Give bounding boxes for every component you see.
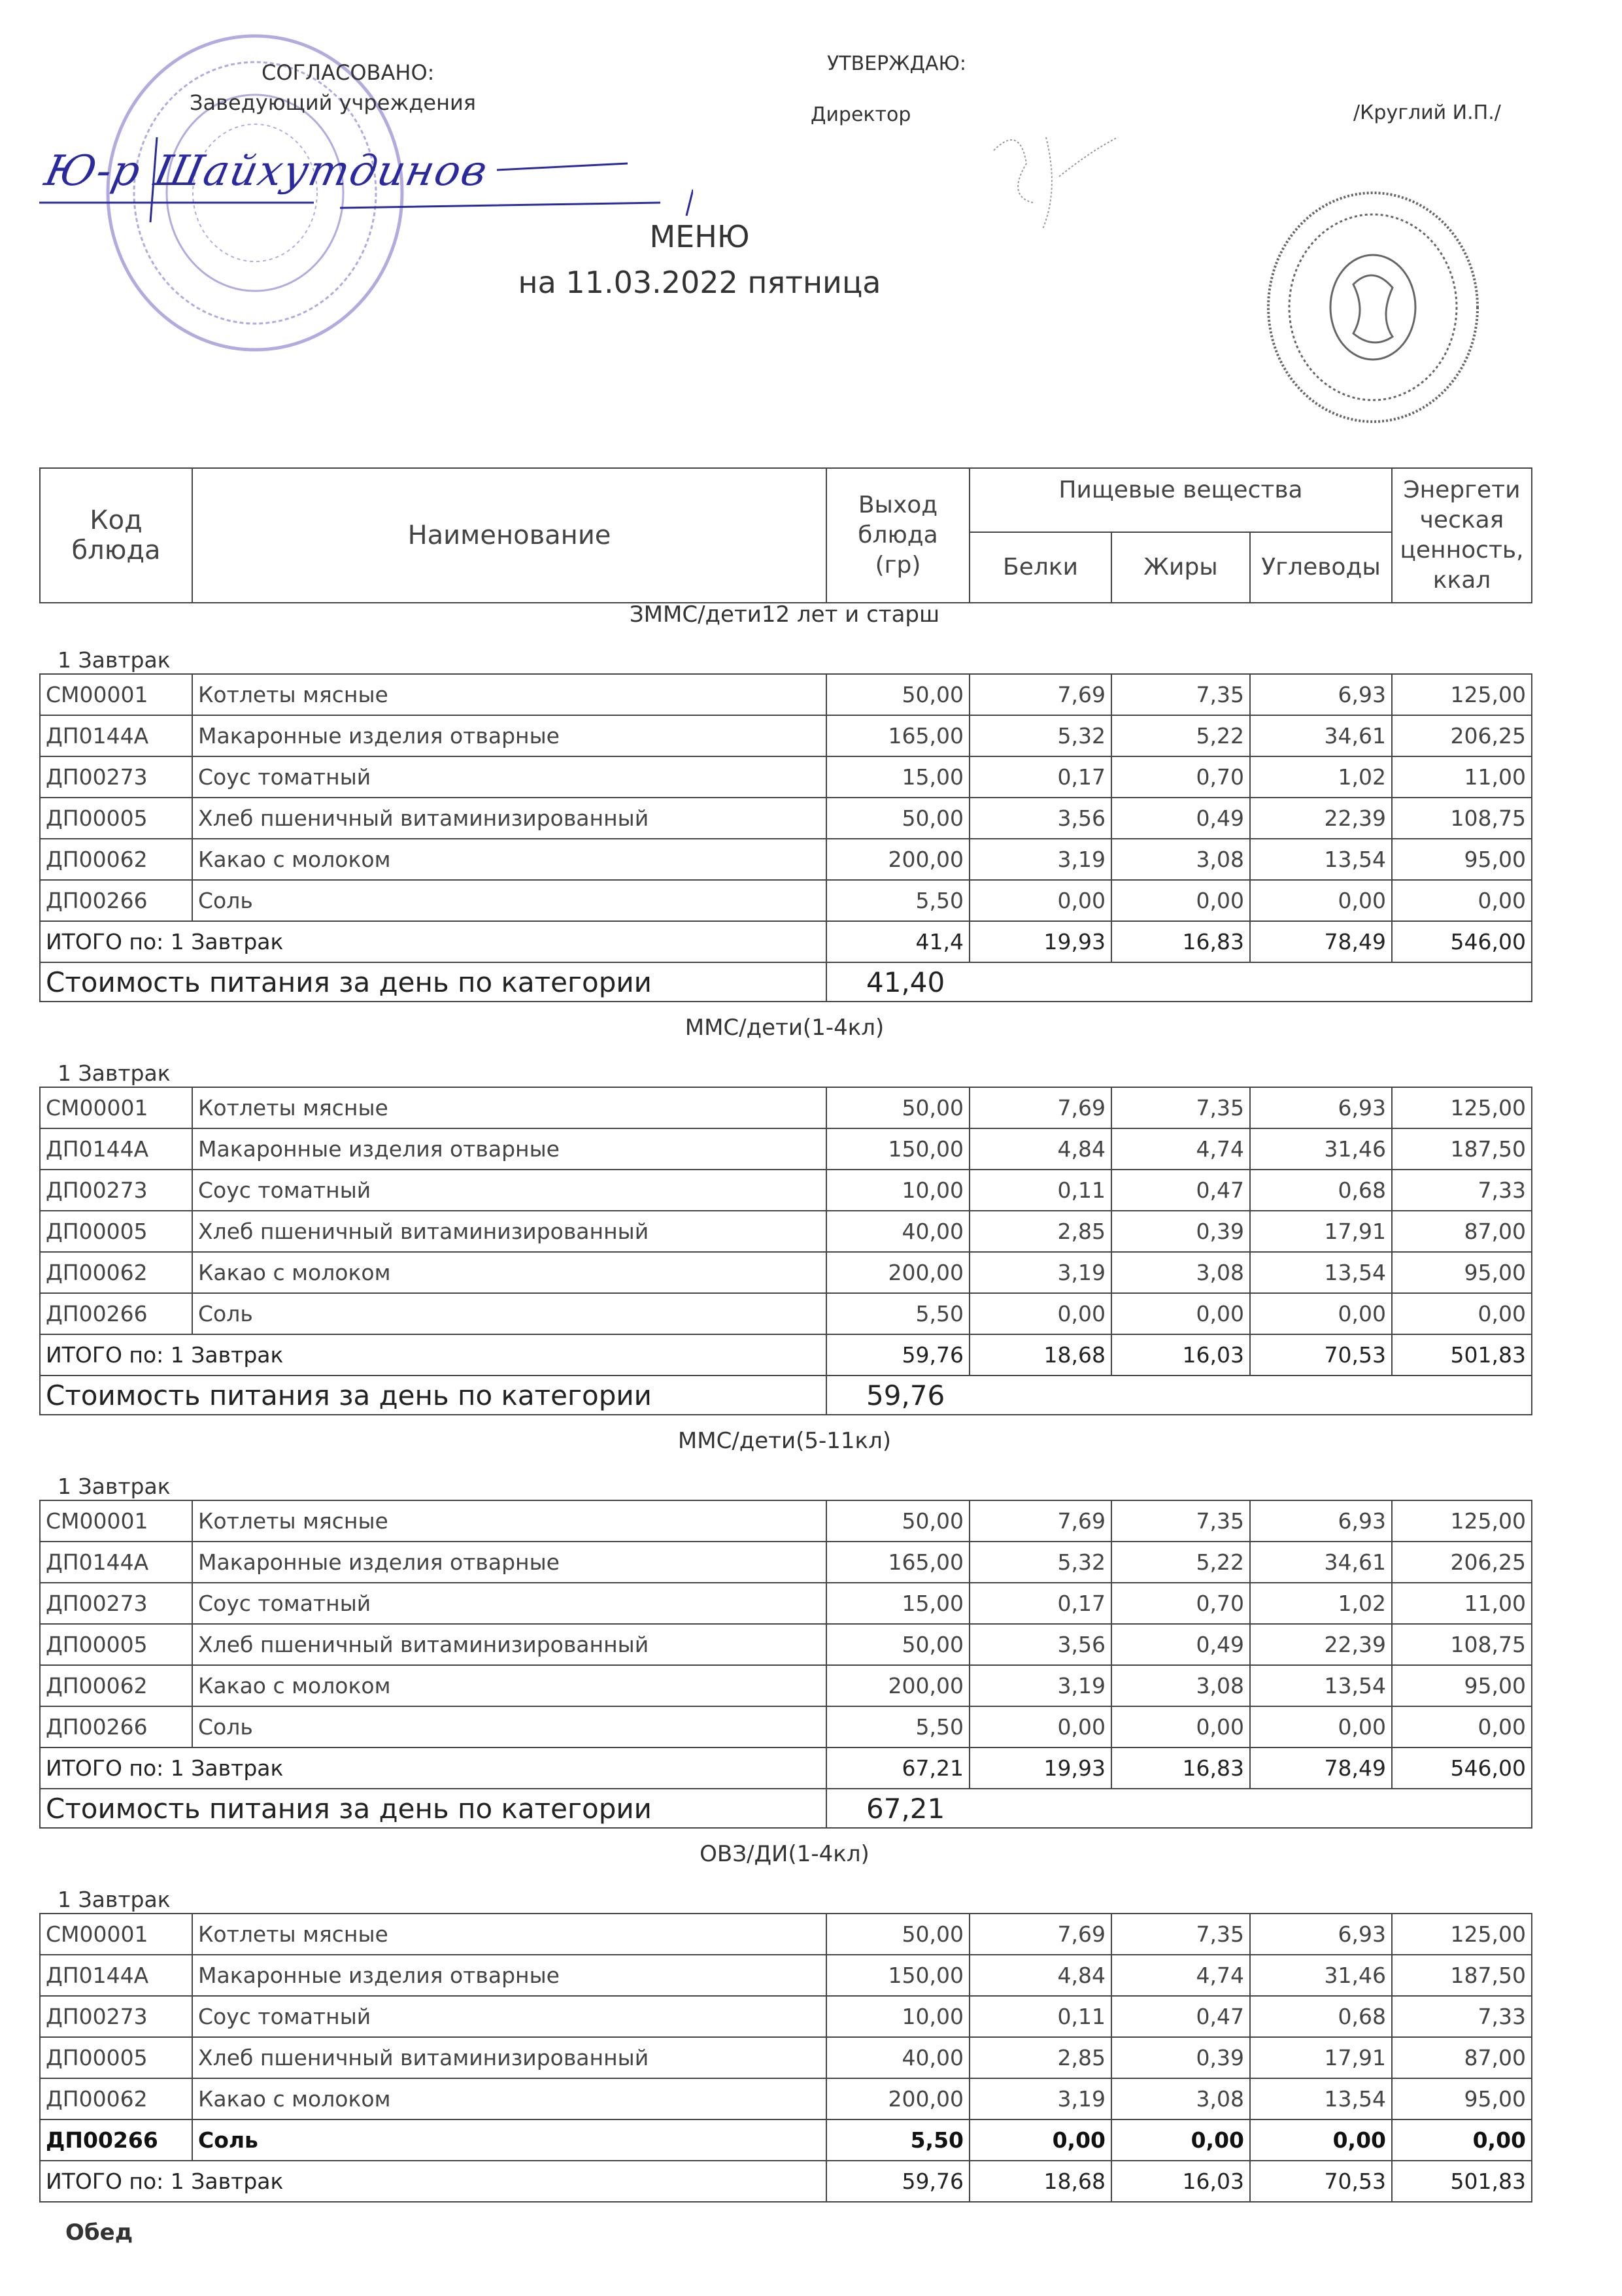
table-row: [40, 2078, 1532, 2119]
cell-p: 3,19: [970, 1252, 1111, 1293]
cell-p: 3,56: [970, 798, 1111, 839]
cell-name: Макаронные изделия отварные: [192, 1128, 826, 1170]
cell-e: 206,25: [1392, 1542, 1532, 1583]
cell-code: ДП00266: [40, 1293, 192, 1334]
cell-f: 0,00: [1111, 1706, 1250, 1747]
total-e: 546,00: [1392, 921, 1532, 962]
approved-label: СОГЛАСОВАНО:: [262, 60, 435, 85]
table-row: [40, 1624, 1532, 1665]
total-e: 501,83: [1392, 2161, 1532, 2202]
cell-output: 50,00: [826, 1500, 970, 1542]
table-row: [40, 1996, 1532, 2037]
cell-output: 200,00: [826, 1665, 970, 1706]
cell-c: 22,39: [1250, 798, 1392, 839]
cell-p: 4,84: [970, 1955, 1111, 1996]
cell-output: 15,00: [826, 1583, 970, 1624]
cell-p: 7,69: [970, 674, 1111, 715]
cell-name: Соус томатный: [192, 1996, 826, 2037]
confirm-position: Директор: [811, 103, 911, 126]
cell-e: 125,00: [1392, 1087, 1532, 1128]
approved-position: Заведующий учреждения: [190, 90, 477, 115]
table-row: [40, 1583, 1532, 1624]
cell-p: 7,69: [970, 1500, 1111, 1542]
cell-e: 95,00: [1392, 839, 1532, 880]
cell-code: СМ00001: [40, 674, 192, 715]
total-c: 70,53: [1250, 1334, 1392, 1376]
cell-p: 2,85: [970, 2037, 1111, 2078]
cell-e: 187,50: [1392, 1955, 1532, 1996]
table-row: [40, 839, 1532, 880]
cell-code: ДП00273: [40, 756, 192, 798]
cell-f: 5,22: [1111, 715, 1250, 756]
section-title: ОВЗ/ДИ(1-4кл): [700, 1841, 870, 1867]
cell-name: Котлеты мясные: [192, 674, 826, 715]
cell-e: 125,00: [1392, 1500, 1532, 1542]
cell-c: 0,68: [1250, 1996, 1392, 2037]
cell-f: 0,70: [1111, 756, 1250, 798]
cell-c: 31,46: [1250, 1955, 1392, 1996]
cell-code: ДП00266: [40, 880, 192, 921]
table-row: [40, 1087, 1532, 1128]
cell-name: Какао с молоком: [192, 1665, 826, 1706]
cell-name: Макаронные изделия отварные: [192, 715, 826, 756]
table-row: [40, 2037, 1532, 2078]
table-row: [40, 880, 1532, 921]
table-row: [40, 1542, 1532, 1583]
cell-c: 1,02: [1250, 756, 1392, 798]
table-row: [40, 1128, 1532, 1170]
table-row: [40, 1914, 1532, 1955]
total-c: 78,49: [1250, 921, 1392, 962]
table-row: [40, 1955, 1532, 1996]
cell-code: ДП00273: [40, 1170, 192, 1211]
cell-c: 0,00: [1250, 880, 1392, 921]
cell-code: ДП0144А: [40, 1542, 192, 1583]
cell-e: 0,00: [1392, 2119, 1532, 2161]
total-p: 18,68: [970, 1334, 1111, 1376]
cell-output: 10,00: [826, 1996, 970, 2037]
cell-name: Какао с молоком: [192, 839, 826, 880]
cell-name: Хлеб пшеничный витаминизированный: [192, 2037, 826, 2078]
cell-output: 50,00: [826, 1914, 970, 1955]
cell-f: 0,00: [1111, 1293, 1250, 1334]
total-row: [40, 2161, 1532, 2202]
cell-code: ДП0144А: [40, 1128, 192, 1170]
total-label: ИТОГО по: 1 Завтрак: [40, 1747, 826, 1789]
cell-name: Котлеты мясные: [192, 1914, 826, 1955]
document-title: МЕНЮ: [649, 219, 750, 254]
cell-name: Макаронные изделия отварные: [192, 1542, 826, 1583]
cell-c: 13,54: [1250, 2078, 1392, 2119]
total-output: 59,76: [826, 1334, 970, 1376]
cell-output: 5,50: [826, 1293, 970, 1334]
meal-label: 1 Завтрак: [58, 1060, 171, 1086]
cell-p: 7,69: [970, 1087, 1111, 1128]
total-label: ИТОГО по: 1 Завтрак: [40, 2161, 826, 2202]
cell-p: 5,32: [970, 1542, 1111, 1583]
cell-e: 0,00: [1392, 880, 1532, 921]
cell-c: 0,00: [1250, 2119, 1392, 2161]
table-row: [40, 2119, 1532, 2161]
cell-p: 2,85: [970, 1211, 1111, 1252]
cell-c: 6,93: [1250, 1087, 1392, 1128]
table-row: [40, 674, 1532, 715]
cell-code: ДП00266: [40, 1706, 192, 1747]
cell-p: 0,11: [970, 1170, 1111, 1211]
cell-code: ДП0144А: [40, 1955, 192, 1996]
section-title: ЗММС/дети12 лет и старш: [629, 601, 940, 628]
cell-output: 10,00: [826, 1170, 970, 1211]
cell-name: Какао с молоком: [192, 1252, 826, 1293]
table-row: [40, 1706, 1532, 1747]
col-code: Код блюда: [40, 468, 192, 603]
cell-output: 200,00: [826, 2078, 970, 2119]
cell-f: 3,08: [1111, 1252, 1250, 1293]
cell-name: Какао с молоком: [192, 2078, 826, 2119]
menu-table: [39, 1087, 1532, 1415]
cell-code: ДП00005: [40, 798, 192, 839]
cell-name: Хлеб пшеничный витаминизированный: [192, 1624, 826, 1665]
cell-name: Соус томатный: [192, 1170, 826, 1211]
cell-f: 7,35: [1111, 674, 1250, 715]
cell-output: 15,00: [826, 756, 970, 798]
cell-code: ДП00062: [40, 2078, 192, 2119]
cell-c: 22,39: [1250, 1624, 1392, 1665]
cell-code: ДП00005: [40, 1211, 192, 1252]
cell-c: 6,93: [1250, 1914, 1392, 1955]
table-row: [40, 1170, 1532, 1211]
cell-output: 50,00: [826, 1624, 970, 1665]
cell-f: 0,39: [1111, 1211, 1250, 1252]
cell-code: ДП00062: [40, 839, 192, 880]
meal-label: 1 Завтрак: [58, 1887, 171, 1912]
cell-name: Хлеб пшеничный витаминизированный: [192, 798, 826, 839]
total-row: [40, 921, 1532, 962]
cell-p: 0,17: [970, 756, 1111, 798]
total-p: 19,93: [970, 1747, 1111, 1789]
table-row: [40, 756, 1532, 798]
cell-code: ДП00266: [40, 2119, 192, 2161]
cell-p: 3,19: [970, 1665, 1111, 1706]
cell-name: Хлеб пшеничный витаминизированный: [192, 1211, 826, 1252]
total-c: 70,53: [1250, 2161, 1392, 2202]
cell-f: 0,49: [1111, 1624, 1250, 1665]
cell-e: 0,00: [1392, 1293, 1532, 1334]
cell-c: 13,54: [1250, 1252, 1392, 1293]
cell-f: 0,00: [1111, 2119, 1250, 2161]
section-title: ММС/дети(1-4кл): [684, 1015, 885, 1041]
cell-e: 95,00: [1392, 1252, 1532, 1293]
cell-c: 34,61: [1250, 1542, 1392, 1583]
cell-e: 187,50: [1392, 1128, 1532, 1170]
cell-output: 200,00: [826, 839, 970, 880]
total-output: 59,76: [826, 2161, 970, 2202]
cell-name: Соль: [192, 2119, 826, 2161]
cell-e: 125,00: [1392, 1914, 1532, 1955]
cell-e: 0,00: [1392, 1706, 1532, 1747]
cell-c: 0,00: [1250, 1293, 1392, 1334]
cell-f: 0,47: [1111, 1996, 1250, 2037]
table-header: [39, 467, 1532, 603]
menu-table: [39, 673, 1532, 1002]
cell-c: 13,54: [1250, 1665, 1392, 1706]
cell-f: 3,08: [1111, 839, 1250, 880]
col-nutrients: Пищевые вещества: [970, 468, 1392, 532]
cost-label: Стоимость питания за день по категории: [40, 1376, 826, 1415]
cell-p: 3,19: [970, 2078, 1111, 2119]
cell-code: ДП00273: [40, 1996, 192, 2037]
cell-f: 7,35: [1111, 1500, 1250, 1542]
cell-c: 31,46: [1250, 1128, 1392, 1170]
cell-output: 200,00: [826, 1252, 970, 1293]
cell-code: ДП00062: [40, 1252, 192, 1293]
cell-output: 50,00: [826, 1087, 970, 1128]
cell-code: ДП00273: [40, 1583, 192, 1624]
total-p: 19,93: [970, 921, 1111, 962]
menu-table: [39, 1913, 1532, 2203]
cell-output: 40,00: [826, 2037, 970, 2078]
cell-name: Соус томатный: [192, 1583, 826, 1624]
cell-output: 50,00: [826, 798, 970, 839]
cell-f: 4,74: [1111, 1128, 1250, 1170]
cost-row: [40, 1789, 1532, 1828]
cell-p: 0,00: [970, 1293, 1111, 1334]
cell-p: 0,11: [970, 1996, 1111, 2037]
cell-code: СМ00001: [40, 1087, 192, 1128]
cell-e: 108,75: [1392, 798, 1532, 839]
table-row: [40, 1252, 1532, 1293]
table-row: [40, 1500, 1532, 1542]
cell-e: 7,33: [1392, 1996, 1532, 2037]
cell-code: СМ00001: [40, 1914, 192, 1955]
cell-f: 7,35: [1111, 1087, 1250, 1128]
cell-p: 7,69: [970, 1914, 1111, 1955]
cell-code: ДП00062: [40, 1665, 192, 1706]
cell-code: ДП0144А: [40, 715, 192, 756]
cell-output: 165,00: [826, 1542, 970, 1583]
cell-name: Соль: [192, 1293, 826, 1334]
cell-name: Соль: [192, 1706, 826, 1747]
cell-f: 3,08: [1111, 2078, 1250, 2119]
cell-c: 34,61: [1250, 715, 1392, 756]
col-fats: Жиры: [1111, 532, 1250, 603]
cell-c: 0,68: [1250, 1170, 1392, 1211]
cell-e: 95,00: [1392, 1665, 1532, 1706]
cell-output: 150,00: [826, 1128, 970, 1170]
meal-label: 1 Завтрак: [58, 1474, 171, 1499]
cell-e: 87,00: [1392, 1211, 1532, 1252]
cell-f: 3,08: [1111, 1665, 1250, 1706]
cell-f: 0,00: [1111, 880, 1250, 921]
total-label: ИТОГО по: 1 Завтрак: [40, 1334, 826, 1376]
cell-code: ДП00005: [40, 1624, 192, 1665]
cell-c: 0,00: [1250, 1706, 1392, 1747]
cell-output: 50,00: [826, 674, 970, 715]
cell-p: 0,17: [970, 1583, 1111, 1624]
col-proteins: Белки: [970, 532, 1111, 603]
total-p: 18,68: [970, 2161, 1111, 2202]
cell-p: 4,84: [970, 1128, 1111, 1170]
cost-value: 41,40: [826, 962, 1532, 1002]
total-f: 16,83: [1111, 921, 1250, 962]
cell-f: 4,74: [1111, 1955, 1250, 1996]
table-row: [40, 715, 1532, 756]
cell-c: 1,02: [1250, 1583, 1392, 1624]
cell-f: 5,22: [1111, 1542, 1250, 1583]
total-output: 67,21: [826, 1747, 970, 1789]
total-e: 501,83: [1392, 1334, 1532, 1376]
cell-p: 3,19: [970, 839, 1111, 880]
cell-f: 0,39: [1111, 2037, 1250, 2078]
cell-f: 7,35: [1111, 1914, 1250, 1955]
total-f: 16,03: [1111, 1334, 1250, 1376]
cell-c: 6,93: [1250, 1500, 1392, 1542]
cell-name: Макаронные изделия отварные: [192, 1955, 826, 1996]
col-carbs: Углеводы: [1250, 532, 1392, 603]
cell-f: 0,49: [1111, 798, 1250, 839]
confirm-name: /Круглий И.П./: [1353, 101, 1501, 124]
col-output: Выход блюда (гр): [826, 468, 970, 603]
total-e: 546,00: [1392, 1747, 1532, 1789]
total-c: 78,49: [1250, 1747, 1392, 1789]
cell-f: 0,70: [1111, 1583, 1250, 1624]
cell-p: 0,00: [970, 1706, 1111, 1747]
table-row: [40, 798, 1532, 839]
cell-e: 125,00: [1392, 674, 1532, 715]
document-date: на 11.03.2022 пятница: [518, 265, 881, 300]
cell-output: 5,50: [826, 2119, 970, 2161]
cell-c: 6,93: [1250, 674, 1392, 715]
total-row: [40, 1747, 1532, 1789]
cell-e: 206,25: [1392, 715, 1532, 756]
cell-output: 40,00: [826, 1211, 970, 1252]
cell-name: Соус томатный: [192, 756, 826, 798]
cell-c: 17,91: [1250, 1211, 1392, 1252]
next-meal-label: Обед: [65, 2220, 133, 2246]
cost-row: [40, 962, 1532, 1002]
cell-code: ДП00005: [40, 2037, 192, 2078]
col-name: Наименование: [192, 468, 826, 603]
total-f: 16,03: [1111, 2161, 1250, 2202]
cell-c: 17,91: [1250, 2037, 1392, 2078]
cell-name: Котлеты мясные: [192, 1087, 826, 1128]
approver-signature: Ю-р Шайхутдинов: [41, 147, 493, 195]
table-row: [40, 1665, 1532, 1706]
total-row: [40, 1334, 1532, 1376]
cost-label: Стоимость питания за день по категории: [40, 962, 826, 1002]
total-f: 16,83: [1111, 1747, 1250, 1789]
confirm-label: УТВЕРЖДАЮ:: [827, 52, 967, 75]
cell-p: 0,00: [970, 880, 1111, 921]
menu-table: [39, 1500, 1532, 1829]
total-output: 41,4: [826, 921, 970, 962]
cell-e: 108,75: [1392, 1624, 1532, 1665]
cell-output: 150,00: [826, 1955, 970, 1996]
col-energy: Энергети ческая ценность, ккал: [1392, 468, 1532, 603]
cell-p: 5,32: [970, 715, 1111, 756]
cell-output: 5,50: [826, 880, 970, 921]
cell-c: 13,54: [1250, 839, 1392, 880]
cost-value: 67,21: [826, 1789, 1532, 1828]
cost-row: [40, 1376, 1532, 1415]
table-row: [40, 1211, 1532, 1252]
cell-e: 11,00: [1392, 756, 1532, 798]
cost-label: Стоимость питания за день по категории: [40, 1789, 826, 1828]
cell-name: Котлеты мясные: [192, 1500, 826, 1542]
cell-p: 3,56: [970, 1624, 1111, 1665]
cell-output: 165,00: [826, 715, 970, 756]
section-title: ММС/дети(5-11кл): [677, 1428, 892, 1454]
cell-name: Соль: [192, 880, 826, 921]
cell-code: СМ00001: [40, 1500, 192, 1542]
cell-f: 0,47: [1111, 1170, 1250, 1211]
cell-e: 95,00: [1392, 2078, 1532, 2119]
cell-e: 7,33: [1392, 1170, 1532, 1211]
cell-e: 87,00: [1392, 2037, 1532, 2078]
cell-p: 0,00: [970, 2119, 1111, 2161]
cell-output: 5,50: [826, 1706, 970, 1747]
cost-value: 59,76: [826, 1376, 1532, 1415]
total-label: ИТОГО по: 1 Завтрак: [40, 921, 826, 962]
meal-label: 1 Завтрак: [58, 647, 171, 673]
cell-e: 11,00: [1392, 1583, 1532, 1624]
table-row: [40, 1293, 1532, 1334]
